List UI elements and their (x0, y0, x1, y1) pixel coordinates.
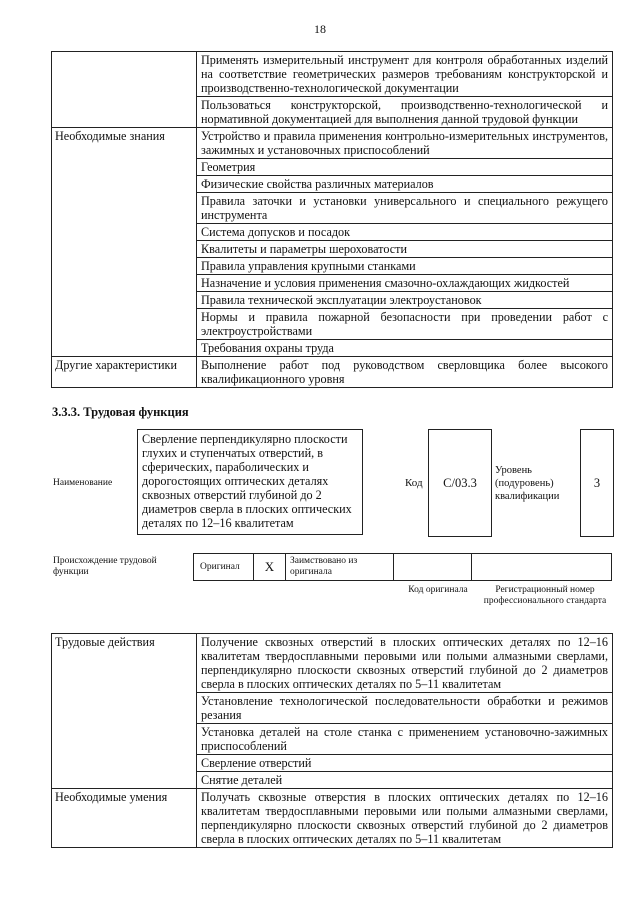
row-description: Выполнение работ под руководством сверловщика более высокого квалификационного уровня (197, 357, 613, 388)
row-description: Установка деталей на столе станка с применением установочно-зажимных приспособлений (197, 724, 613, 755)
row-description: Геометрия (197, 159, 613, 176)
code-value: C/03.3 (443, 475, 477, 490)
code-original-caption: Код оригинала (408, 585, 468, 595)
level-value: 3 (593, 475, 601, 490)
row-description: Система допусков и посадок (197, 224, 613, 241)
level-box (580, 429, 614, 537)
borrowed-label-cell (286, 554, 394, 580)
row-description: Назначение и условия применения смазочно-охлаждающих жидкостей (197, 275, 613, 292)
borrowed-label: Заимствовано из оригинала (290, 556, 358, 577)
table-row (52, 634, 613, 693)
section-title: 3.3.3. Трудовая функция (52, 405, 189, 419)
row-description: Получение сквозных отверстий в плоских оптических деталях по 12–16 квалитетам твердосплавными перовыми или полыми алмазными сверлами, перпендикулярно плоскости сквозных отверстий глубиной до 2 диаметров сверла в плоских оптических деталях по 5–11 квалитетам (197, 634, 613, 693)
page-number: 18 (314, 22, 326, 36)
function-name-value: Сверление перпендикулярно плоскости глухих и ступенчатых отверстий, в сферических, параболических и дорогостоящих оптических деталях сквозных отверстий глубиной до 2 диаметров сверла в плоских оптических деталях по 12–16 квалитетам (142, 432, 352, 530)
level-label: Уровень (подуровень) квалификации (495, 465, 560, 502)
row-description: Правила технической эксплуатации электроустановок (197, 292, 613, 309)
row-label: Необходимые знания (52, 128, 197, 357)
table-row (52, 52, 613, 97)
origin-row (193, 553, 612, 581)
table-row (52, 357, 613, 388)
original-mark-cell (254, 554, 286, 580)
code-box (428, 429, 492, 537)
row-description: Требования охраны труда (197, 340, 613, 357)
row-description: Применять измерительный инструмент для контроля обработанных изделий на соответствие геометрических размеров требованиям конструкторской и производственно-технологической документации (197, 52, 613, 97)
requirements-table-top (51, 51, 613, 388)
requirements-table-top-body (52, 52, 613, 388)
row-description: Правила заточки и установки универсального и специального режущего инструмента (197, 193, 613, 224)
row-description: Сверление отверстий (197, 755, 613, 772)
origin-reg-cell (472, 554, 611, 580)
requirements-table-bottom-body (52, 634, 613, 848)
reg-number-caption: Регистрационный номер профессионального стандарта (483, 585, 607, 606)
row-description: Нормы и правила пожарной безопасности при проведении работ с электроустройствами (197, 309, 613, 340)
requirements-table-bottom (51, 633, 613, 848)
table-row (52, 789, 613, 848)
row-label: Трудовые действия (52, 634, 197, 789)
row-description: Снятие деталей (197, 772, 613, 789)
origin-label: Происхождение трудовой функции (53, 556, 157, 577)
row-description: Установление технологической последовательности обработки и режимов резания (197, 693, 613, 724)
row-label: Другие характеристики (52, 357, 197, 388)
function-name-box (137, 429, 363, 535)
code-label: Код (405, 477, 423, 489)
original-mark: X (264, 559, 275, 574)
row-description: Устройство и правила применения контрольно-измерительных инструментов, зажимных и установочных приспособлений (197, 128, 613, 159)
table-row (52, 128, 613, 159)
origin-code-cell (394, 554, 472, 580)
row-description: Правила управления крупными станками (197, 258, 613, 275)
name-label: Наименование (53, 478, 113, 488)
row-description: Получать сквозные отверстия в плоских оптических деталях по 12–16 квалитетам твердосплавными перовыми или полыми алмазными сверлами, перпендикулярно плоскости сквозных отверстий глубиной до 2 диаметров сверла в плоских оптических деталях по 5–11 квалитетам (197, 789, 613, 848)
row-label (52, 52, 197, 128)
row-description: Квалитеты и параметры шероховатости (197, 241, 613, 258)
row-label: Необходимые умения (52, 789, 197, 848)
row-description: Пользоваться конструкторской, производственно-технологической и нормативной документацией для выполнения данной трудовой функции (197, 97, 613, 128)
original-label-cell (194, 554, 254, 580)
row-description: Физические свойства различных материалов (197, 176, 613, 193)
original-label: Оригинал (200, 561, 240, 572)
